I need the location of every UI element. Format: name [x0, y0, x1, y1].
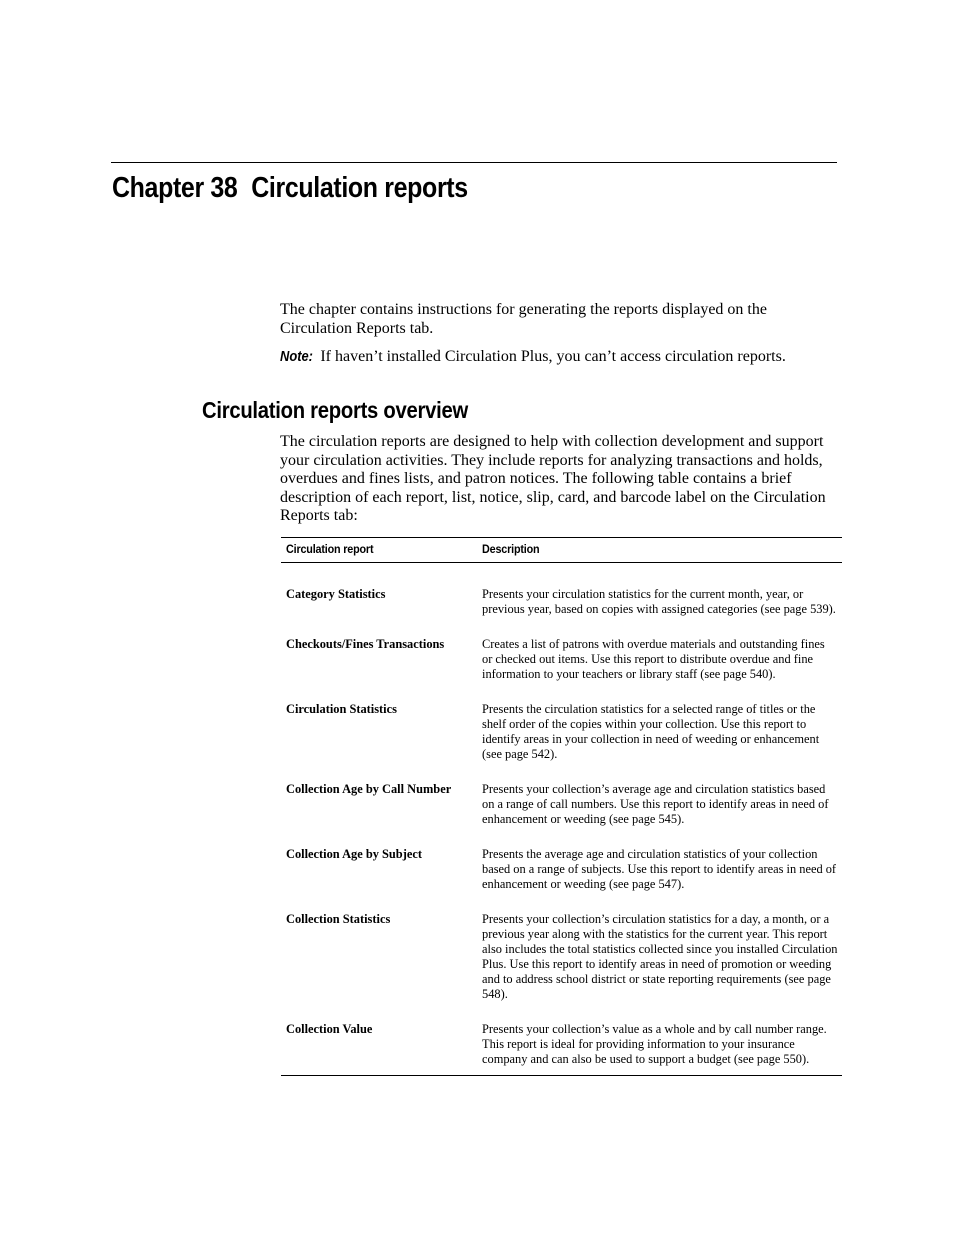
table-row	[281, 912, 842, 1022]
chapter-title	[112, 168, 468, 208]
column-header-report	[281, 538, 477, 563]
report-name: Collection Age by Call Number	[286, 782, 452, 796]
report-name: Collection Value	[286, 1022, 373, 1036]
table-row	[281, 563, 842, 638]
intro-paragraph: The chapter contains instructions for generating the reports displayed on the Circulation Reports tab.	[280, 301, 767, 337]
table-header-row	[281, 538, 842, 563]
table-row	[281, 702, 842, 782]
report-description: Presents the average age and circulation statistics of your collection based on a range of subjects. Use this report to identify areas in need of enhancement or weeding (see page 547).	[482, 847, 837, 891]
table-row	[281, 1022, 842, 1076]
circulation-reports-table	[281, 537, 842, 1076]
chapter-number: Chapter 38	[112, 172, 238, 204]
report-name: Collection Statistics	[286, 912, 391, 926]
report-description: Presents your collection’s average age and circulation statistics based on a range of call numbers. Use this report to identify areas in need of enhancement or weeding (see page 545).	[482, 782, 829, 826]
report-name: Circulation Statistics	[286, 702, 397, 716]
report-description: Presents your circulation statistics for the current month, year, or previous year, based on copies with assigned categories (see page 539).	[482, 587, 836, 616]
note-paragraph	[280, 347, 860, 366]
report-name: Collection Age by Subject	[286, 847, 422, 861]
report-name: Checkouts/Fines Transactions	[286, 637, 445, 651]
note-label: Note:	[280, 348, 313, 365]
note-text: If haven’t installed Circulation Plus, you can’t access circulation reports.	[320, 348, 786, 365]
report-description: Creates a list of patrons with overdue materials and outstanding fines or checked out items. Use this report to distribute overdue and fine information to your teachers or library staff (see page 540).	[482, 637, 825, 681]
column-header-report-label: Circulation report	[286, 542, 374, 556]
section-heading: Circulation reports overview	[202, 397, 468, 423]
table-row	[281, 637, 842, 702]
overview-paragraph: The circulation reports are designed to help with collection development and support your circulation activities. They include reports for analyzing transactions and holds, overdues and fines lists, and patron notices. The following table contains a brief description of each report, list, notice, slip, card, and barcode label on the Circulation Reports tab:	[280, 433, 826, 525]
report-name: Category Statistics	[286, 587, 386, 601]
column-header-description-label: Description	[482, 542, 540, 556]
column-header-description	[477, 538, 842, 563]
report-description: Presents the circulation statistics for a selected range of titles or the shelf order of the copies within your collection. Use this report to identify areas in your collection in need of weeding or enhancement (see page 542).	[482, 702, 820, 761]
table-row	[281, 782, 842, 847]
table-row	[281, 847, 842, 912]
chapter-title-text: Circulation reports	[251, 172, 468, 204]
chapter-top-rule	[111, 162, 837, 163]
report-description: Presents your collection’s value as a whole and by call number range. This report is ideal for providing information to your insurance company and can also be used to support a budget (see page 550).	[482, 1022, 827, 1066]
report-description: Presents your collection’s circulation statistics for a day, a month, or a previous year along with the statistics for the current year. This report also includes the total statistics collected since you installed Circulation Plus. Use this report to identify areas in need of promotion or weeding and to address school district or state reporting requirements (see page 548).	[482, 912, 838, 1001]
